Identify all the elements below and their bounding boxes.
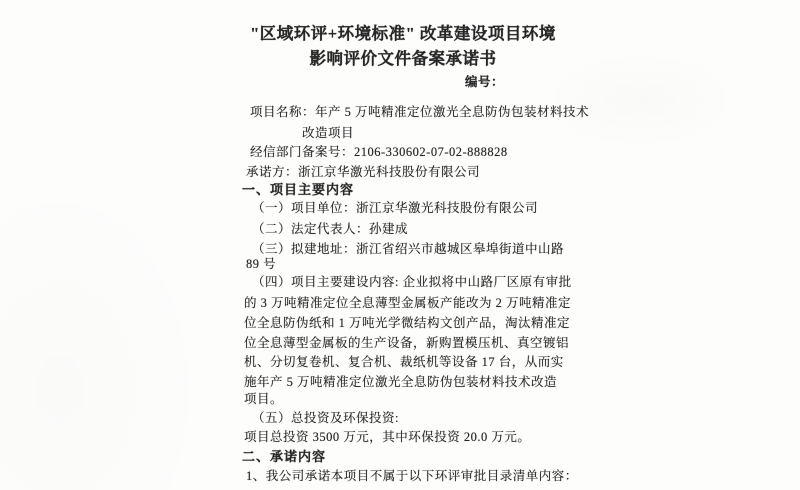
document-title-line-2: 影响评价文件备案承诺书 [309,49,497,68]
item-4-cont-6: 项目。 [244,392,284,406]
item-4-cont-4: 机、分切复卷机、复合机、裁纸机等设备 17 台，从而实 [244,355,564,369]
project-name-wrap-line: 改造项目 [302,126,355,140]
document-number-label: 编号： [465,75,505,89]
section-2-heading: 二、承诺内容 [242,449,327,464]
commitment-item-1: 1、我公司承诺本项目不属于以下环评审批目录清单内容： [246,469,578,483]
section-1-heading: 一、项目主要内容 [242,182,355,197]
item-3-address-cont: 89 号 [246,257,277,271]
registration-number-line: 经信部门备案号：2106-330602-07-02-888828 [250,145,508,159]
promisor-line: 承诺方：浙江京华激光科技股份有限公司 [246,165,481,179]
item-4-cont-5: 施年产 5 万吨精准定位激光全息防伪包装材料技术改造 [244,375,558,389]
item-3-address: （三）拟建地址：浙江省绍兴市越城区皋埠街道中山路 [252,242,565,256]
project-name-line: 项目名称：年产 5 万吨精准定位激光全息防伪包装材料技术 [250,105,590,119]
item-4-construction-content: （四）项目主要建设内容: 企业拟将中山路厂区原有审批 [252,275,572,289]
item-4-cont-2: 位全息防伪纸和 1 万吨光学微结构文创产品，淘汰精准定 [244,316,571,330]
item-5-investment-heading: （五）总投资及环保投资: [252,411,399,425]
item-4-cont-3: 位全息薄型金属板的生产设备，新购置模压机、真空镀铝 [244,336,570,350]
item-1-project-unit: （一）项目单位：浙江京华激光科技股份有限公司 [252,201,539,215]
document-title-line-1: "区域环评+环境标准" 改革建设项目环境 [250,24,556,43]
item-5-investment-detail: 项目总投资 3500 万元，其中环保投资 20.0 万元。 [244,430,531,444]
item-4-cont-1: 的 3 万吨精准定位全息薄型金属板产能改为 2 万吨精准定 [244,296,572,310]
item-2-legal-representative: （二）法定代表人：孙建成 [252,222,409,236]
